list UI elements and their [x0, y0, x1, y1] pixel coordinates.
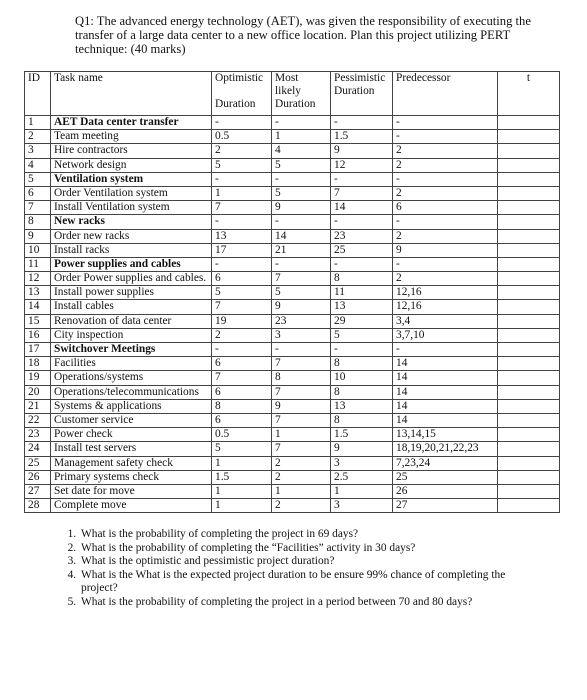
table-row [25, 385, 560, 399]
cell-id: 9 [25, 229, 51, 243]
cell-most-likely: 23 [272, 314, 331, 328]
cell-pessimistic: 29 [331, 314, 393, 328]
cell-predecessor: 2 [393, 158, 498, 172]
cell-t [498, 428, 560, 442]
table-row [25, 413, 560, 427]
cell-most-likely: 5 [272, 186, 331, 200]
header-optimistic-label: Optimistic [215, 72, 264, 84]
cell-predecessor: 2 [393, 144, 498, 158]
cell-task-name: Install cables [51, 300, 212, 314]
cell-t [498, 286, 560, 300]
cell-predecessor: 14 [393, 399, 498, 413]
cell-optimistic: 5 [212, 286, 272, 300]
table-row [25, 314, 560, 328]
cell-task-name: New racks [51, 215, 212, 229]
cell-pessimistic: 1.5 [331, 130, 393, 144]
cell-predecessor: - [393, 172, 498, 186]
cell-t [498, 442, 560, 456]
table-row [25, 343, 560, 357]
cell-predecessor: 12,16 [393, 286, 498, 300]
table-row [25, 257, 560, 271]
cell-t [498, 116, 560, 130]
cell-task-name: Order Ventilation system [51, 186, 212, 200]
cell-pessimistic: 23 [331, 229, 393, 243]
cell-predecessor: - [393, 215, 498, 229]
cell-task-name: Set date for move [51, 484, 212, 498]
cell-optimistic: 2 [212, 144, 272, 158]
cell-t [498, 186, 560, 200]
question-item: 3. What is the optimistic and pessimistic project duration? [79, 555, 519, 569]
cell-optimistic: - [212, 215, 272, 229]
cell-id: 25 [25, 456, 51, 470]
cell-t [498, 484, 560, 498]
cell-optimistic: 1 [212, 499, 272, 513]
header-task-name: Task name [51, 72, 212, 116]
cell-pessimistic: 2.5 [331, 470, 393, 484]
cell-optimistic: 1.5 [212, 470, 272, 484]
cell-most-likely: 2 [272, 456, 331, 470]
cell-predecessor: 7,23,24 [393, 456, 498, 470]
cell-task-name: City inspection [51, 328, 212, 342]
cell-optimistic: 7 [212, 300, 272, 314]
cell-t [498, 371, 560, 385]
cell-predecessor: 25 [393, 470, 498, 484]
cell-predecessor: - [393, 343, 498, 357]
cell-t [498, 456, 560, 470]
cell-t [498, 144, 560, 158]
cell-task-name: Switchover Meetings [51, 343, 212, 357]
cell-task-name: Management safety check [51, 456, 212, 470]
cell-t [498, 215, 560, 229]
cell-task-name: Order new racks [51, 229, 212, 243]
cell-predecessor: 14 [393, 357, 498, 371]
cell-pessimistic: 1 [331, 484, 393, 498]
cell-task-name: Team meeting [51, 130, 212, 144]
cell-id: 16 [25, 328, 51, 342]
cell-t [498, 499, 560, 513]
cell-task-name: Renovation of data center [51, 314, 212, 328]
table-row [25, 300, 560, 314]
cell-pessimistic: 5 [331, 328, 393, 342]
cell-t [498, 314, 560, 328]
cell-most-likely: - [272, 257, 331, 271]
cell-most-likely: 5 [272, 158, 331, 172]
cell-pessimistic: - [331, 215, 393, 229]
cell-id: 1 [25, 116, 51, 130]
cell-most-likely: 1 [272, 130, 331, 144]
cell-most-likely: 4 [272, 144, 331, 158]
cell-pessimistic: 10 [331, 371, 393, 385]
cell-t [498, 357, 560, 371]
cell-task-name: Operations/telecommunications [51, 385, 212, 399]
cell-t [498, 172, 560, 186]
cell-optimistic: 7 [212, 371, 272, 385]
cell-optimistic: 1 [212, 456, 272, 470]
table-row [25, 272, 560, 286]
cell-predecessor: 12,16 [393, 300, 498, 314]
cell-t [498, 343, 560, 357]
question-item: 4. What is the What is the expected project duration to be ensure 99% chance of completing the project? [79, 569, 519, 596]
cell-most-likely: 7 [272, 413, 331, 427]
table-row [25, 286, 560, 300]
cell-predecessor: 3,7,10 [393, 328, 498, 342]
cell-predecessor: 2 [393, 272, 498, 286]
cell-pessimistic: 8 [331, 357, 393, 371]
cell-id: 28 [25, 499, 51, 513]
cell-optimistic: 6 [212, 385, 272, 399]
cell-task-name: Facilities [51, 357, 212, 371]
cell-pessimistic: 3 [331, 499, 393, 513]
cell-predecessor: 18,19,20,21,22,23 [393, 442, 498, 456]
cell-id: 10 [25, 243, 51, 257]
cell-most-likely: 7 [272, 385, 331, 399]
cell-task-name: Customer service [51, 413, 212, 427]
table-row [25, 116, 560, 130]
cell-pessimistic: 8 [331, 413, 393, 427]
cell-id: 8 [25, 215, 51, 229]
cell-optimistic: - [212, 257, 272, 271]
cell-task-name: Power supplies and cables [51, 257, 212, 271]
cell-optimistic: 0.5 [212, 428, 272, 442]
cell-task-name: Systems & applications [51, 399, 212, 413]
cell-id: 26 [25, 470, 51, 484]
cell-most-likely: 1 [272, 428, 331, 442]
cell-task-name: Hire contractors [51, 144, 212, 158]
cell-optimistic: 1 [212, 484, 272, 498]
cell-pessimistic: 14 [331, 201, 393, 215]
header-pessimistic: Pessimistic Duration [331, 72, 393, 116]
table-row [25, 399, 560, 413]
cell-id: 14 [25, 300, 51, 314]
cell-pessimistic: - [331, 343, 393, 357]
table-row [25, 442, 560, 456]
cell-most-likely: - [272, 172, 331, 186]
header-most-likely-duration: Duration [275, 98, 316, 110]
table-row [25, 130, 560, 144]
cell-task-name: Install Ventilation system [51, 201, 212, 215]
question-item: 1. What is the probability of completing the project in 69 days? [79, 528, 519, 542]
cell-task-name: Operations/systems [51, 371, 212, 385]
cell-id: 20 [25, 385, 51, 399]
cell-pessimistic: 25 [331, 243, 393, 257]
table-row [25, 328, 560, 342]
cell-id: 3 [25, 144, 51, 158]
cell-t [498, 470, 560, 484]
cell-optimistic: 19 [212, 314, 272, 328]
cell-predecessor: 13,14,15 [393, 428, 498, 442]
cell-most-likely: 7 [272, 442, 331, 456]
cell-task-name: Install racks [51, 243, 212, 257]
table-row [25, 470, 560, 484]
question-item: 5. What is the probability of completing the project in a period between 70 and 80 days? [79, 596, 519, 610]
cell-optimistic: - [212, 172, 272, 186]
cell-id: 6 [25, 186, 51, 200]
cell-predecessor: - [393, 130, 498, 144]
cell-task-name: Order Power supplies and cables. [51, 272, 212, 286]
cell-id: 24 [25, 442, 51, 456]
cell-pessimistic: - [331, 116, 393, 130]
table-row [25, 144, 560, 158]
cell-task-name: Primary systems check [51, 470, 212, 484]
cell-t [498, 229, 560, 243]
cell-t [498, 272, 560, 286]
cell-predecessor: - [393, 116, 498, 130]
header-t: t [498, 72, 560, 116]
cell-optimistic: 0.5 [212, 130, 272, 144]
cell-optimistic: 5 [212, 158, 272, 172]
cell-predecessor: 6 [393, 201, 498, 215]
cell-predecessor: 14 [393, 413, 498, 427]
cell-task-name: Install power supplies [51, 286, 212, 300]
cell-t [498, 300, 560, 314]
cell-pessimistic: 11 [331, 286, 393, 300]
pert-table-body [25, 72, 560, 513]
cell-t [498, 413, 560, 427]
cell-id: 17 [25, 343, 51, 357]
cell-most-likely: 14 [272, 229, 331, 243]
cell-optimistic: 17 [212, 243, 272, 257]
cell-most-likely: 5 [272, 286, 331, 300]
cell-predecessor: 2 [393, 229, 498, 243]
cell-id: 2 [25, 130, 51, 144]
cell-predecessor: - [393, 257, 498, 271]
cell-pessimistic: - [331, 257, 393, 271]
header-predecessor: Predecessor [393, 72, 498, 116]
cell-t [498, 130, 560, 144]
cell-predecessor: 2 [393, 186, 498, 200]
cell-most-likely: 9 [272, 300, 331, 314]
cell-most-likely: 3 [272, 328, 331, 342]
cell-id: 5 [25, 172, 51, 186]
cell-id: 7 [25, 201, 51, 215]
cell-most-likely: 1 [272, 484, 331, 498]
table-row [25, 243, 560, 257]
table-row [25, 484, 560, 498]
cell-pessimistic: 9 [331, 144, 393, 158]
cell-most-likely: 9 [272, 201, 331, 215]
cell-id: 22 [25, 413, 51, 427]
cell-optimistic: 1 [212, 186, 272, 200]
table-row [25, 371, 560, 385]
cell-most-likely: 7 [272, 357, 331, 371]
cell-task-name: Power check [51, 428, 212, 442]
cell-pessimistic: 13 [331, 300, 393, 314]
cell-most-likely: - [272, 116, 331, 130]
table-row [25, 158, 560, 172]
header-optimistic [212, 72, 272, 116]
cell-most-likely: 8 [272, 371, 331, 385]
cell-most-likely: 7 [272, 272, 331, 286]
cell-predecessor: 14 [393, 371, 498, 385]
cell-pessimistic: 8 [331, 385, 393, 399]
cell-t [498, 158, 560, 172]
cell-most-likely: 9 [272, 399, 331, 413]
cell-id: 15 [25, 314, 51, 328]
table-row [25, 456, 560, 470]
cell-optimistic: 6 [212, 357, 272, 371]
question-item: 2. What is the probability of completing the “Facilities” activity in 30 days? [79, 542, 519, 556]
cell-id: 18 [25, 357, 51, 371]
cell-pessimistic: 9 [331, 442, 393, 456]
header-most-likely [272, 72, 331, 116]
cell-optimistic: 6 [212, 272, 272, 286]
cell-pessimistic: 3 [331, 456, 393, 470]
cell-optimistic: 5 [212, 442, 272, 456]
cell-most-likely: 21 [272, 243, 331, 257]
cell-predecessor: 27 [393, 499, 498, 513]
cell-optimistic: - [212, 116, 272, 130]
cell-pessimistic: 1.5 [331, 428, 393, 442]
header-most-likely-label: Most likely [275, 72, 301, 97]
cell-optimistic: 8 [212, 399, 272, 413]
cell-predecessor: 14 [393, 385, 498, 399]
cell-id: 13 [25, 286, 51, 300]
cell-predecessor: 9 [393, 243, 498, 257]
table-row [25, 428, 560, 442]
cell-pessimistic: 7 [331, 186, 393, 200]
cell-id: 27 [25, 484, 51, 498]
cell-optimistic: 2 [212, 328, 272, 342]
header-optimistic-duration: Duration [215, 98, 256, 110]
cell-task-name: Network design [51, 158, 212, 172]
cell-pessimistic: - [331, 172, 393, 186]
cell-t [498, 243, 560, 257]
table-header-row [25, 72, 560, 116]
cell-t [498, 201, 560, 215]
cell-task-name: AET Data center transfer [51, 116, 212, 130]
cell-t [498, 399, 560, 413]
table-row [25, 229, 560, 243]
cell-pessimistic: 8 [331, 272, 393, 286]
cell-t [498, 257, 560, 271]
table-row [25, 172, 560, 186]
cell-most-likely: 2 [272, 470, 331, 484]
questions-list [57, 528, 519, 610]
cell-id: 19 [25, 371, 51, 385]
cell-pessimistic: 12 [331, 158, 393, 172]
cell-id: 23 [25, 428, 51, 442]
question-intro: Q1: The advanced energy technology (AET), was given the responsibility of executing the transfer of a large data center to a new office location. Plan this project utilizing PERT technique: (40 marks) [75, 14, 531, 56]
cell-most-likely: 2 [272, 499, 331, 513]
table-row [25, 357, 560, 371]
cell-optimistic: - [212, 343, 272, 357]
cell-pessimistic: 13 [331, 399, 393, 413]
table-row [25, 215, 560, 229]
cell-id: 11 [25, 257, 51, 271]
cell-t [498, 385, 560, 399]
cell-optimistic: 7 [212, 201, 272, 215]
cell-task-name: Install test servers [51, 442, 212, 456]
table-row [25, 186, 560, 200]
cell-predecessor: 3,4 [393, 314, 498, 328]
cell-optimistic: 6 [212, 413, 272, 427]
table-row [25, 201, 560, 215]
cell-id: 4 [25, 158, 51, 172]
cell-optimistic: 13 [212, 229, 272, 243]
table-row [25, 499, 560, 513]
cell-id: 12 [25, 272, 51, 286]
cell-t [498, 328, 560, 342]
pert-table [24, 71, 560, 513]
cell-most-likely: - [272, 215, 331, 229]
cell-id: 21 [25, 399, 51, 413]
header-id: ID [25, 72, 51, 116]
cell-task-name: Ventilation system [51, 172, 212, 186]
cell-predecessor: 26 [393, 484, 498, 498]
cell-task-name: Complete move [51, 499, 212, 513]
cell-most-likely: - [272, 343, 331, 357]
